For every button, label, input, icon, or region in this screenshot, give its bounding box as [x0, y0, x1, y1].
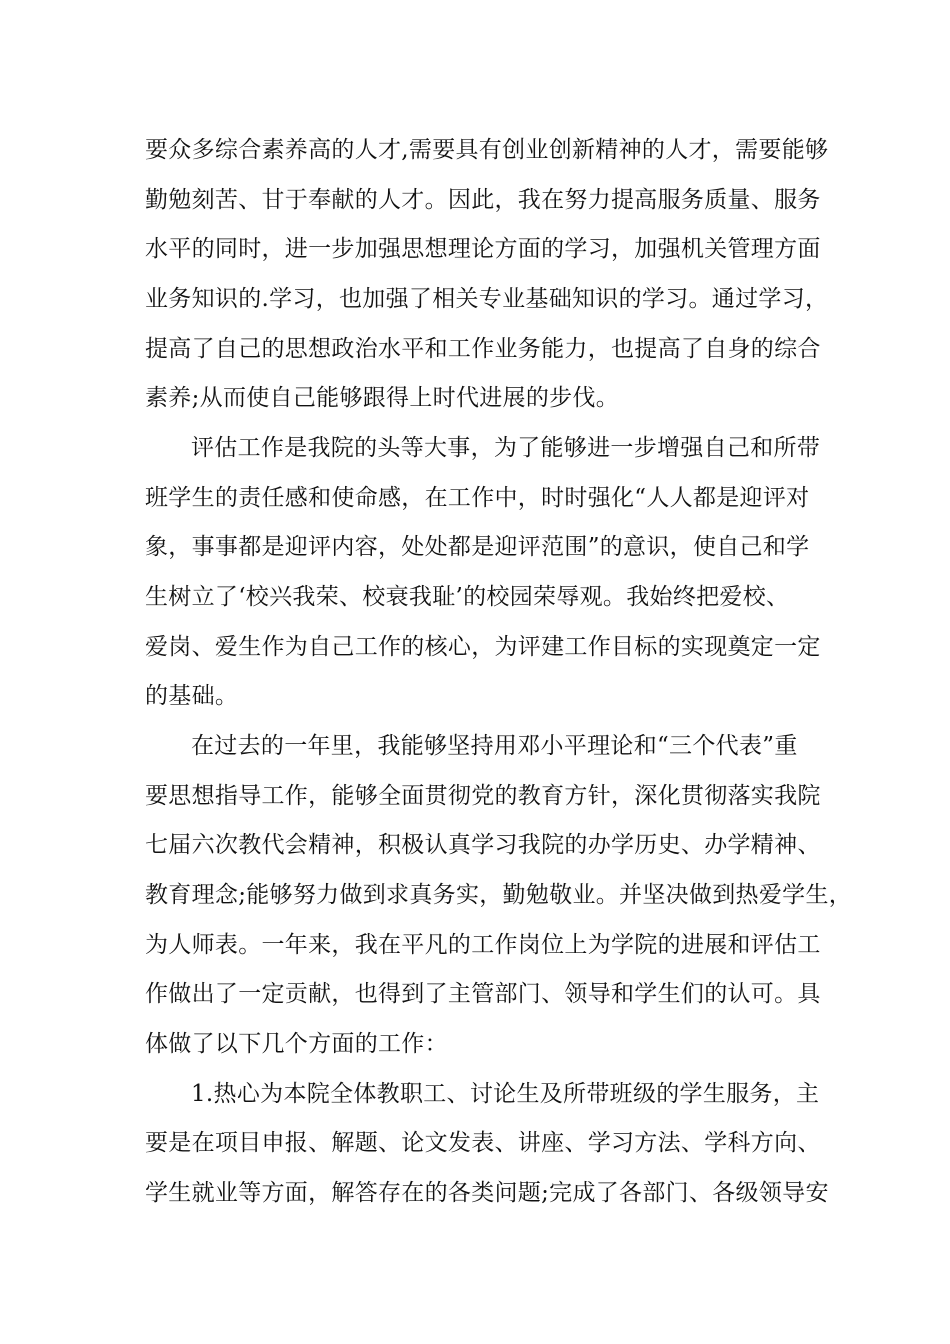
- paragraph-first-line: 评估工作是我院的头等大事，为了能够进一步增强自己和所带: [191, 435, 821, 461]
- body-text-line: 班学生的责任感和使命感，在工作中，时时强化“人人都是迎评对: [145, 485, 810, 511]
- body-text-line: 象，事事都是迎评内容，处处都是迎评范围”的意识，使自己和学: [145, 534, 810, 560]
- body-text-line: 为人师表。一年来，我在平凡的工作岗位上为学院的进展和评估工: [145, 932, 821, 958]
- paragraph-first-line: 在过去的一年里，我能够坚持用邓小平理论和“三个代表”重: [191, 733, 798, 759]
- body-text-line: 教育理念;能够努力做到求真务实，勤勉敬业。并坚决做到热爱学生，: [145, 882, 853, 908]
- body-text-line: 生树立了‘校兴我荣、校衰我耻’的校园荣辱观。我始终把爱校、: [145, 584, 790, 610]
- body-text-line: 勤勉刻苦、甘于奉献的人才。因此，我在努力提高服务质量、服务: [145, 187, 821, 213]
- body-text-line: 素养;从而使自己能够跟得上时代进展的步伐。: [145, 385, 620, 411]
- body-text-line: 要是在项目申报、解题、论文发表、讲座、学习方法、学科方向、: [145, 1130, 821, 1156]
- body-text-line: 作做出了一定贡献，也得到了主管部门、领导和学生们的认可。具: [145, 981, 821, 1007]
- body-text-line: 业务知识的.学习，也加强了相关专业基础知识的学习。通过学习，: [145, 286, 829, 312]
- body-text-line: 学生就业等方面，解答存在的各类问题;完成了各部门、各级领导安: [145, 1180, 829, 1206]
- body-text-line: 七届六次教代会精神，积极认真学习我院的办学历史、办学精神、: [145, 832, 821, 858]
- body-text-line: 爱岗、爱生作为自己工作的核心，为评建工作目标的实现奠定一定: [145, 634, 821, 660]
- body-text-line: 要思想指导工作，能够全面贯彻党的教育方针，深化贯彻落实我院: [145, 783, 821, 809]
- body-text-line: 的基础。: [145, 683, 239, 709]
- paragraph-first-line: 1.热心为本院全体教职工、讨论生及所带班级的学生服务，主: [191, 1081, 820, 1107]
- body-text-line: 提高了自己的思想政治水平和工作业务能力，也提高了自身的综合: [145, 336, 821, 362]
- body-text-line: 水平的同时，进一步加强思想理论方面的学习，加强机关管理方面: [145, 236, 821, 262]
- body-text-line: 体做了以下几个方面的工作：: [145, 1031, 448, 1057]
- body-text-line: 要众多综合素养高的人才,需要具有创业创新精神的人才，需要能够: [145, 137, 829, 163]
